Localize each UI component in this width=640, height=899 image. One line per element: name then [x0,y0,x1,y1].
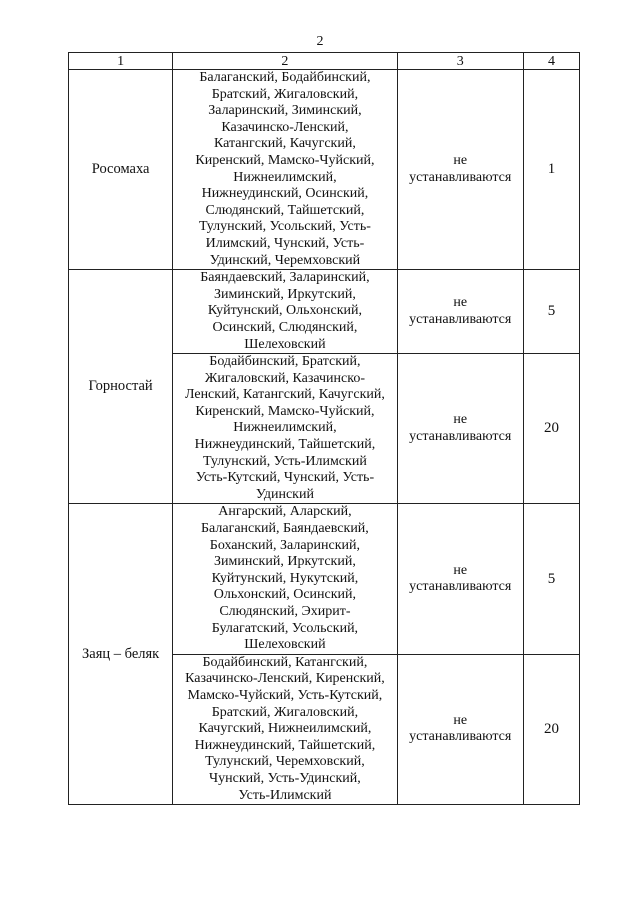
district-line: Братский, Жигаловский, [211,704,359,720]
quota-value-cell: 5 [523,504,579,654]
status-line: устанавливаются [409,428,512,444]
quota-value-cell: 20 [523,654,579,804]
district-line: Нижнеилимский, [233,420,337,436]
table-body [69,70,580,805]
quota-value-cell: 5 [523,270,579,354]
district-line: Боханский, Заларинский, [209,537,361,553]
district-line: Бодайбинский, Братский, [209,354,361,370]
page-number: 2 [316,34,324,49]
district-line: Чунский, Усть-Удинский, [209,770,361,786]
district-line: Булагатский, Усольский, [211,620,359,636]
species-cell: Заяц – беляк [69,504,173,805]
districts-cell [173,504,397,654]
district-line: Удинский [255,486,314,502]
table-row [69,270,580,354]
district-line: Ангарский, Аларский, [218,504,352,520]
district-line: Зиминский, Иркутский, [213,554,356,570]
restriction-status-cell [397,654,523,804]
header-cell-2: 2 [173,53,397,70]
header-cell-3: 3 [397,53,523,70]
districts-cell [173,354,397,504]
table-row [69,504,580,654]
district-line: Нижнеудинский, Осинский, [201,186,369,202]
district-line: Киренский, Мамско-Чуйский, [195,152,375,168]
district-line: Куйтунский, Ольхонский, [207,303,362,319]
district-line: Баяндаевский, Заларинский, [200,270,370,286]
districts-cell [173,270,397,354]
district-line: Усть-Кутский, Чунский, Усть- [195,470,375,486]
restriction-status-cell [397,354,523,504]
status-line: не [453,295,468,311]
district-line: Катангский, Качугский, [214,136,356,152]
districts-cell [173,70,397,270]
status-line: устанавливаются [409,169,512,185]
district-line: Качугский, Нижнеилимский, [198,721,372,737]
district-line: Нижнеудинский, Тайшетский, [194,737,376,753]
header-row [69,53,580,70]
quota-table [68,52,580,805]
status-line: не [453,152,468,168]
district-line: Куйтунский, Нукутский, [211,570,359,586]
district-line: Тулунский, Усть-Илимский [203,453,367,469]
table-row [69,70,580,270]
status-line: не [453,412,468,428]
header-cell-4: 4 [523,53,579,70]
restriction-status-cell [397,270,523,354]
quota-value-cell: 1 [523,70,579,270]
quota-value-cell: 20 [523,354,579,504]
district-line: Ольхонский, Осинский, [213,587,357,603]
district-line: Казачинско-Ленский, Киренский, [185,671,385,687]
district-line: Шелеховский [244,336,326,352]
restriction-status-cell [397,504,523,654]
district-line: Слюдянский, Тайшетский, [205,202,365,218]
district-line: Тулунский, Усольский, Усть- [198,219,371,235]
district-line: Слюдянский, Эхирит- [219,604,351,619]
district-line: Нижнеудинский, Тайшетский, [194,437,376,453]
status-line: устанавливаются [409,579,512,595]
restriction-status-cell [397,70,523,270]
district-line: Шелеховский [244,637,326,653]
species-cell: Росомаха [69,70,173,270]
status-line: не [453,562,468,578]
district-line: Осинский, Слюдянский, [212,319,358,335]
header-cell-1: 1 [69,53,173,70]
district-line: Бодайбинский, Катангский, [202,654,368,670]
district-line: Ленский, Катангский, Качугский, [184,387,385,403]
district-line: Мамско-Чуйский, Усть-Кутский, [187,687,383,703]
district-line: Илимский, Чунский, Усть- [205,235,365,251]
status-line: не [453,712,468,728]
district-line: Заларинский, Зиминский, [208,103,362,119]
district-line: Балаганский, Бодайбинский, [199,70,371,85]
district-line: Нижнеилимский, [233,169,337,185]
district-line: Жигаловский, Казачинско- [204,370,366,386]
district-line: Усть-Илимский [238,787,332,803]
district-line: Балаганский, Баяндаевский, [201,521,369,537]
district-line: Казачинско-Ленский, [221,119,349,135]
district-line: Зиминский, Иркутский, [213,286,356,302]
district-line: Братский, Жигаловский, [211,86,359,102]
status-line: устанавливаются [409,311,512,327]
districts-cell [173,654,397,804]
district-line: Киренский, Мамско-Чуйский, [195,403,375,419]
status-line: устанавливаются [409,729,512,745]
district-line: Удинский, Черемховский [209,252,361,268]
district-line: Тулунский, Черемховский, [205,754,365,770]
species-cell: Горностай [69,270,173,504]
